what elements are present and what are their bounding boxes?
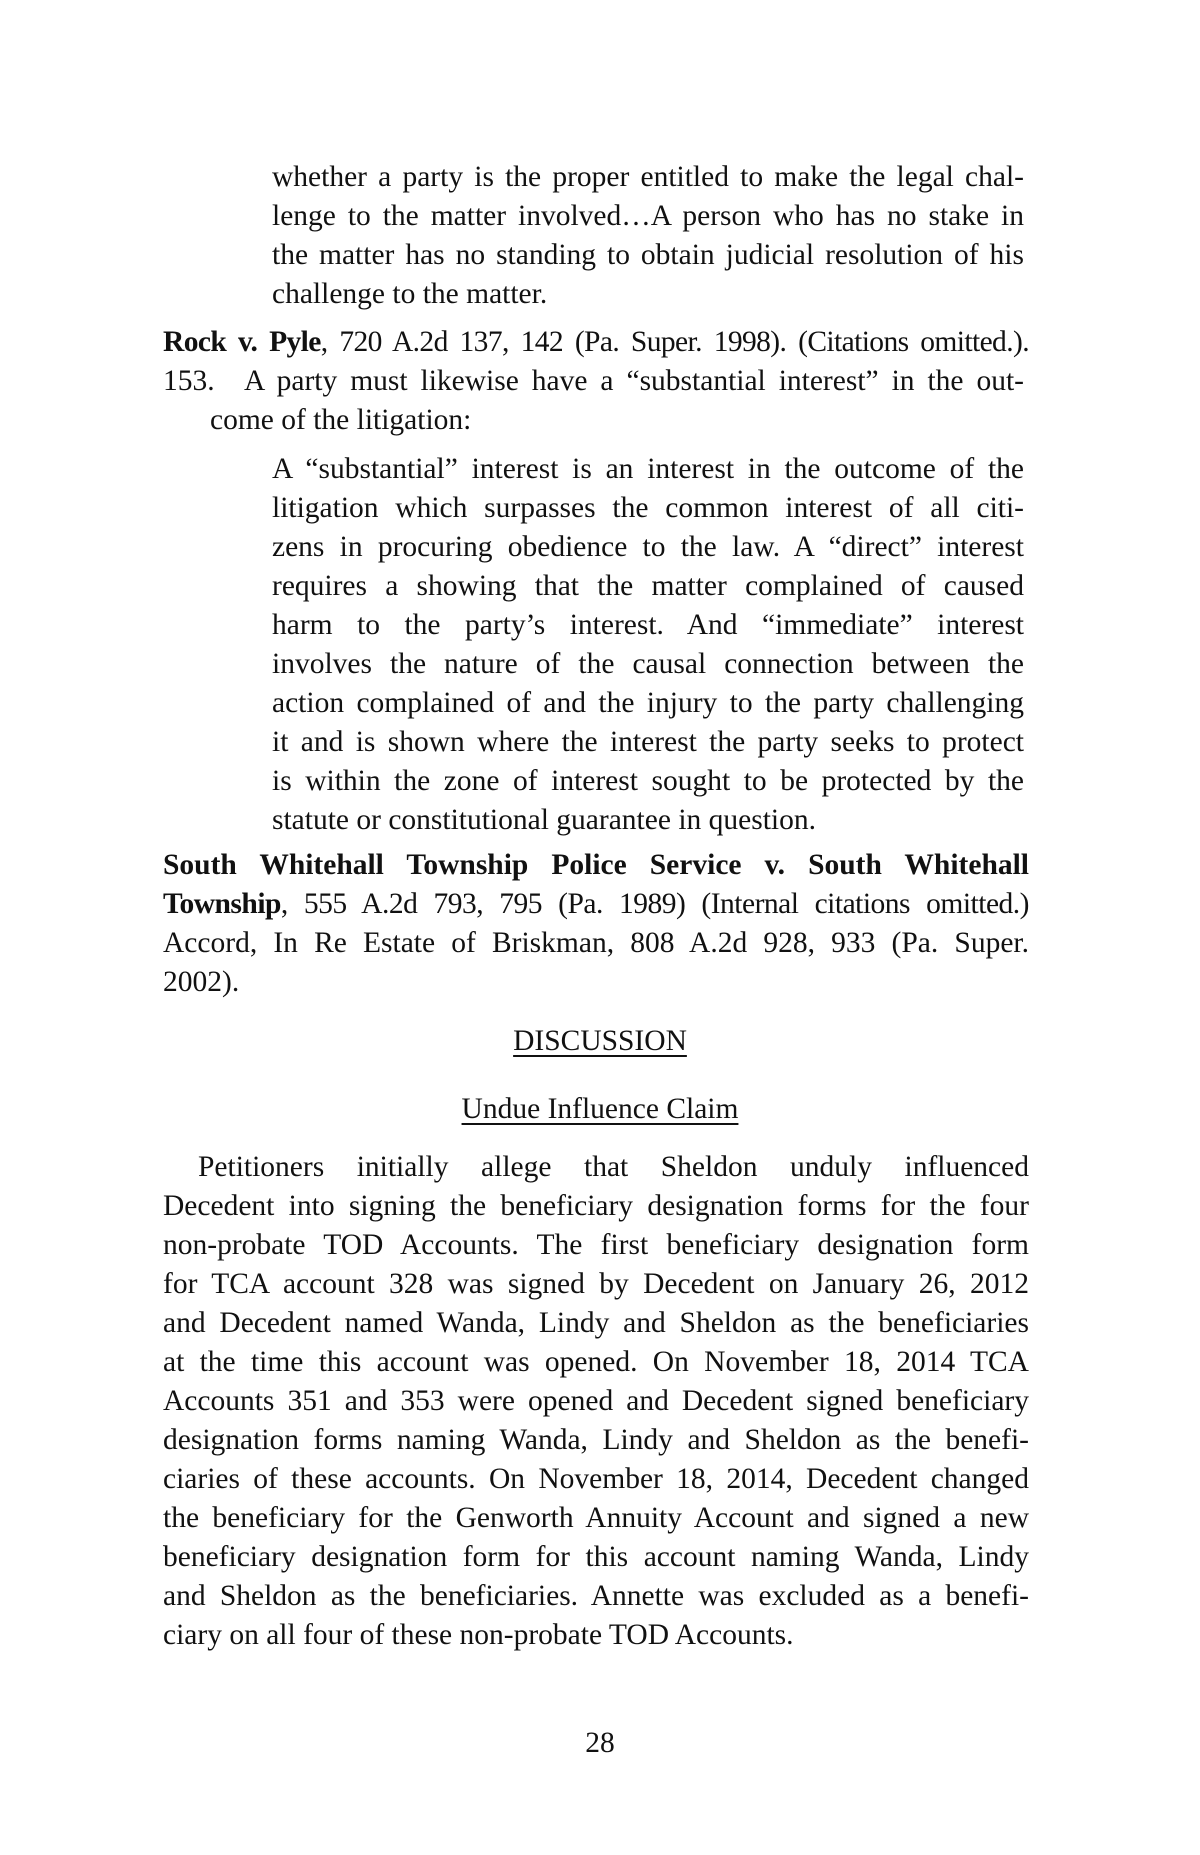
accord-citation: Accord, In Re Estate of Briskman, 808 A.2d 928, 933 (Pa. Super.: [163, 927, 1029, 959]
block-quote-substantial-interest: [272, 450, 1024, 840]
body-line: ciary on all four of these non-probate TOD Accounts.: [163, 1619, 794, 1651]
paragraph-number: 153.: [163, 365, 215, 397]
body-line: ciaries of these accounts. On November 18, 2014, Decedent changed: [163, 1463, 1029, 1495]
citation-rock-v-pyle: [163, 323, 1029, 362]
quote-line: A “substantial” interest is an interest in the outcome of the: [272, 453, 1024, 485]
quote-line: litigation which surpasses the common interest of all citi-: [272, 492, 1024, 524]
block-quote-standing: [272, 158, 1024, 314]
quote-line: the matter has no standing to obtain judicial resolution of his: [272, 239, 1024, 271]
quote-line: whether a party is the proper entitled to make the legal chal-: [272, 161, 1024, 193]
accord-citation-year: 2002).: [163, 966, 240, 998]
paragraph-153-continuation: [210, 401, 1024, 440]
citation-details: , 720 A.2d 137, 142 (Pa. Super. 1998). (Citations omitted.).: [320, 326, 1029, 358]
discussion-heading: DISCUSSION: [513, 1025, 687, 1057]
paragraph-153: [244, 362, 1024, 401]
quote-line: action complained of and the injury to the party challenging: [272, 687, 1024, 719]
page-number: 28: [585, 1727, 615, 1759]
paragraph-line: A party must likewise have a “substantial interest” in the out-: [244, 365, 1024, 397]
body-line: Decedent into signing the beneficiary designation forms for the four: [163, 1190, 1029, 1222]
quote-line: is within the zone of interest sought to be protected by the: [272, 765, 1024, 797]
body-line: the beneficiary for the Genworth Annuity Account and signed a new: [163, 1502, 1029, 1534]
body-line: beneficiary designation form for this account naming Wanda, Lindy: [163, 1541, 1029, 1573]
citation-south-whitehall: [163, 846, 1029, 1002]
undue-influence-paragraph: [163, 1148, 1029, 1655]
case-name: Rock v. Pyle: [163, 326, 321, 358]
body-line: and Sheldon as the beneficiaries. Annette was excluded as a benefi-: [163, 1580, 1029, 1612]
body-line: Accounts 351 and 353 were opened and Decedent signed beneficiary: [163, 1385, 1029, 1417]
body-line: for TCA account 328 was signed by Decedent on January 26, 2012: [163, 1268, 1029, 1300]
body-line: designation forms naming Wanda, Lindy and Sheldon as the benefi-: [163, 1424, 1029, 1456]
quote-line: zens in procuring obedience to the law. A “direct” interest: [272, 531, 1024, 563]
citation-details: , 555 A.2d 793, 795 (Pa. 1989) (Internal citations omitted.): [280, 888, 1029, 920]
quote-line: lenge to the matter involved…A person who has no stake in: [272, 200, 1024, 232]
quote-line: harm to the party’s interest. And “immediate” interest: [272, 609, 1024, 641]
paragraph-153-number: [163, 362, 243, 401]
quote-line: it and is shown where the interest the party seeks to protect: [272, 726, 1024, 758]
case-name: South Whitehall Township Police Service v. South Whitehall: [163, 849, 1029, 881]
quote-line: statute or constitutional guarantee in question.: [272, 804, 816, 836]
quote-line: challenge to the matter.: [272, 278, 548, 310]
quote-line: requires a showing that the matter complained of caused: [272, 570, 1024, 602]
body-line: non-probate TOD Accounts. The first beneficiary designation form: [163, 1229, 1029, 1261]
body-line: and Decedent named Wanda, Lindy and Sheldon as the beneficiaries: [163, 1307, 1029, 1339]
body-line: Petitioners initially allege that Sheldon unduly influenced: [198, 1151, 1029, 1183]
case-name-continued: Township: [163, 888, 281, 920]
quote-line: involves the nature of the causal connection between the: [272, 648, 1024, 680]
undue-influence-heading: Undue Influence Claim: [461, 1093, 739, 1125]
paragraph-line: come of the litigation:: [210, 404, 472, 436]
body-line: at the time this account was opened. On November 18, 2014 TCA: [163, 1346, 1029, 1378]
